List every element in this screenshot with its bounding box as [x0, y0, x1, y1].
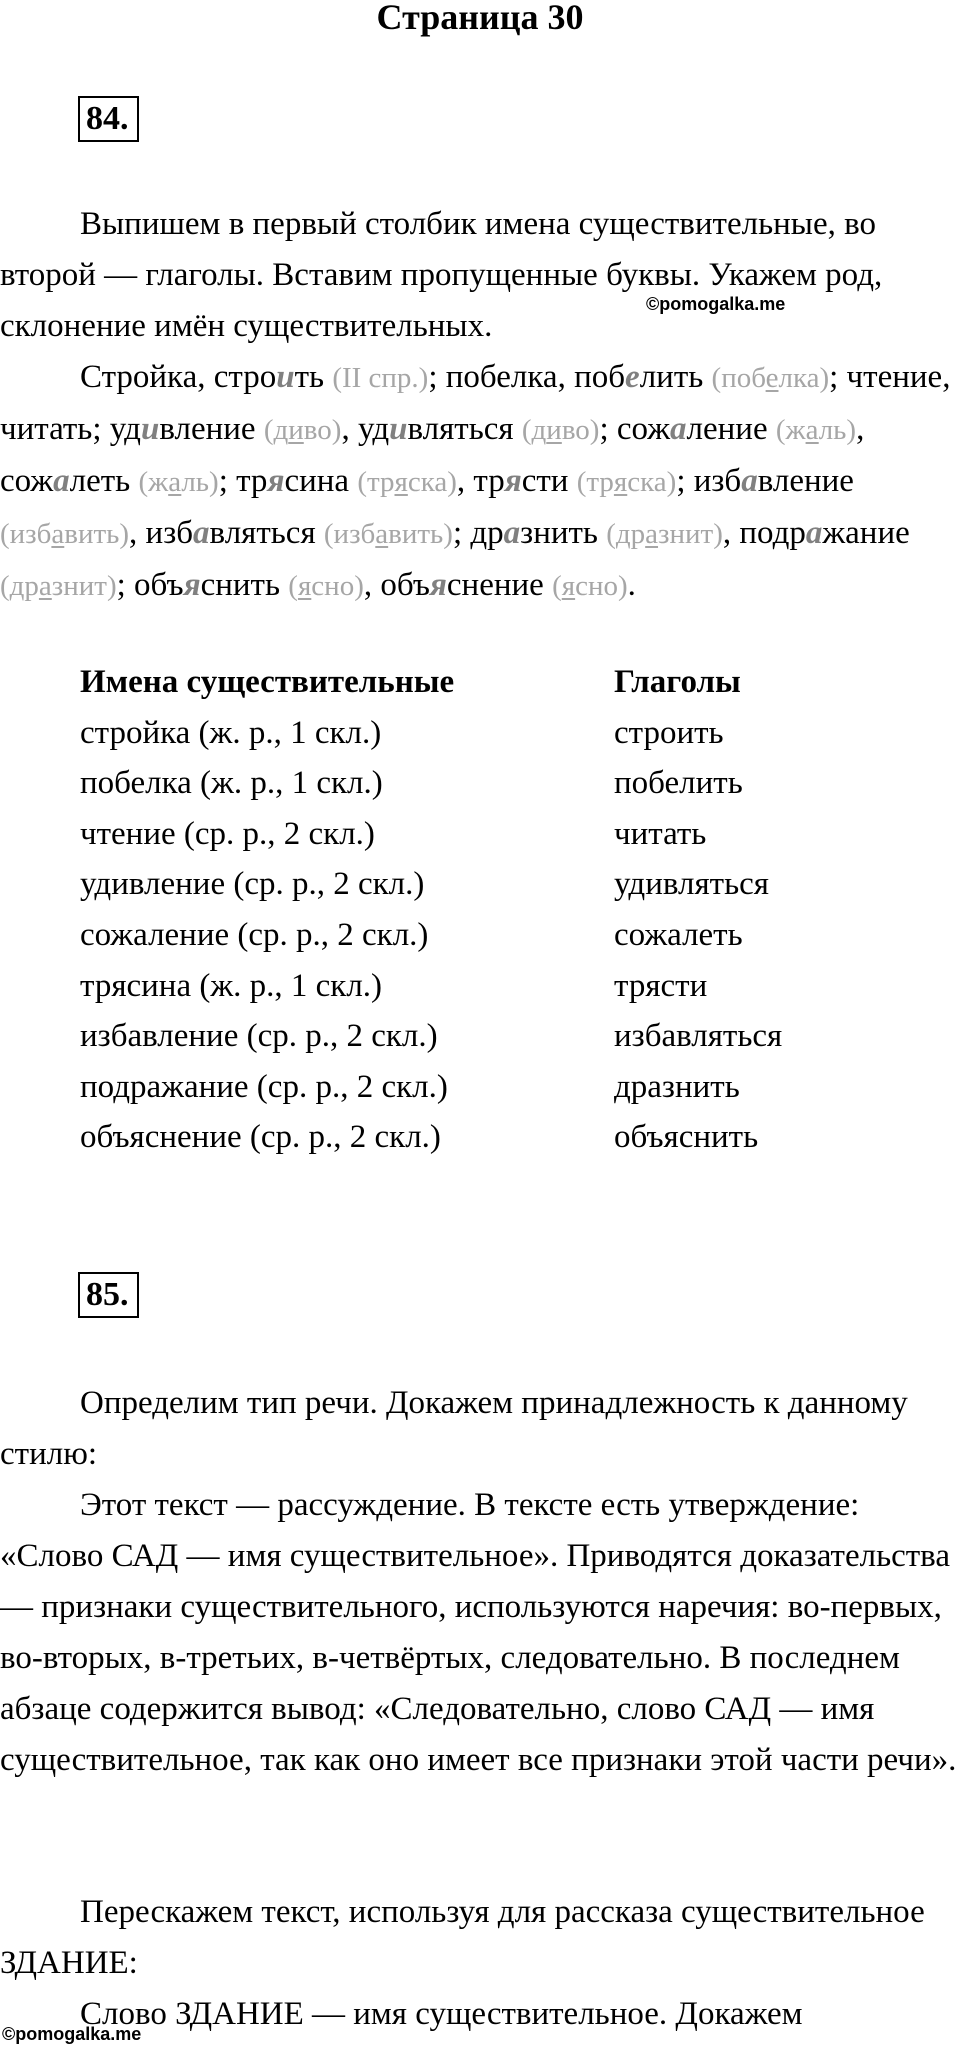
inserted-letter: а — [741, 463, 758, 499]
inserted-letter: и — [389, 411, 408, 447]
hint-word: (жаль) — [775, 414, 857, 446]
noun-cell: избавление (ср. р., 2 скл.) — [80, 1018, 438, 1055]
hint-word: (диво) — [521, 414, 600, 446]
verb-cell: дразнить — [614, 1068, 740, 1105]
text-segment: , сожалеть — [0, 411, 865, 499]
text-segment: . — [627, 567, 636, 603]
hint-word: (дразнит) — [606, 518, 723, 550]
words-table — [80, 657, 880, 1163]
watermark-top: ©pomogalka.me — [646, 294, 786, 314]
hint-letter: я — [297, 570, 312, 602]
hint-word: (дразнит) — [0, 570, 117, 602]
inserted-letter: е — [625, 359, 640, 395]
watermark-bottom: ©pomogalka.me — [2, 2024, 142, 2044]
task-number-label: 85 — [86, 1276, 120, 1313]
table-row — [80, 1112, 880, 1163]
inserted-letter: а — [805, 515, 823, 551]
verb-cell: сожалеть — [614, 916, 743, 953]
hint-word: (диво) — [263, 414, 342, 446]
inserted-letter: а — [53, 463, 70, 499]
text-segment: , объяснение — [363, 567, 553, 603]
hint-word: (побелка) — [711, 362, 830, 394]
verb-cell: избавляться — [614, 1018, 783, 1055]
noun-cell: побелка (ж. р., 1 скл.) — [80, 765, 383, 802]
table-row — [80, 758, 880, 809]
task84-intro: Выпишем в первый столбик имена существительные, во второй — глаголы. Вставим пропущенные буквы. Укажем род, склонение имён существительных. — [0, 206, 883, 344]
text-segment: ; трясина — [218, 463, 358, 499]
noun-cell: сожаление (ср. р., 2 скл.) — [80, 916, 429, 953]
hint-word: (избавить) — [323, 518, 453, 550]
inserted-letter: и — [140, 411, 160, 447]
hint-letter: а — [51, 518, 65, 550]
table-row — [80, 910, 880, 961]
table-row — [80, 708, 880, 759]
table-row — [80, 961, 880, 1012]
verb-cell: побелить — [614, 765, 743, 802]
verb-cell: объяснить — [614, 1119, 759, 1156]
text-segment: , удивляться — [341, 411, 522, 447]
table-row — [80, 809, 880, 860]
header-verbs: Глаголы — [614, 664, 741, 700]
text-segment: Стройка, строить — [80, 359, 333, 395]
noun-cell: стройка (ж. р., 1 скл.) — [80, 714, 382, 751]
hint-letter: я — [561, 570, 576, 602]
noun-cell: удивление (ср. р., 2 скл.) — [80, 866, 425, 903]
hint-letter: а — [38, 570, 52, 602]
verb-cell: строить — [614, 714, 724, 751]
hint-letter: я — [394, 466, 408, 498]
table-row — [80, 1011, 880, 1062]
task85-p1: Определим тип речи. Докажем принадлежность к данному стилю: — [0, 1385, 908, 1472]
hint-word: (ясно) — [288, 570, 364, 602]
text-segment: ; побелка, побелить — [428, 359, 712, 395]
inserted-letter: я — [183, 567, 201, 603]
verb-cell: удивляться — [614, 866, 769, 903]
hint-letter: а — [645, 518, 659, 550]
inserted-letter: я — [429, 567, 447, 603]
inserted-letter: и — [276, 359, 295, 395]
task-number-84: 84. — [78, 96, 139, 142]
hint-letter: а — [375, 518, 389, 550]
hint-word: (II спр.) — [332, 362, 429, 394]
hint-word: (тряска) — [576, 466, 677, 498]
inserted-letter: я — [504, 463, 522, 499]
text-segment: ; избавление — [676, 463, 854, 499]
hint-word: (жаль) — [138, 466, 219, 498]
inserted-letter: я — [267, 463, 285, 499]
noun-cell: трясина (ж. р., 1 скл.) — [80, 967, 383, 1004]
text-segment: , избавляться — [129, 515, 324, 551]
hint-word: (ясно) — [552, 570, 628, 602]
inserted-letter: а — [503, 515, 521, 551]
inserted-letter: а — [670, 411, 687, 447]
hint-word: (избавить) — [0, 518, 130, 550]
hint-letter: е — [765, 362, 779, 394]
hint-word: (тряска) — [357, 466, 457, 498]
text-segment: ; чтение, читать; удивление — [0, 359, 951, 447]
hint-letter: и — [546, 414, 562, 446]
hint-letter: а — [805, 414, 819, 446]
hint-letter: и — [288, 414, 304, 446]
task84-words-paragraph — [0, 352, 958, 612]
task-number-label: 84 — [86, 100, 120, 137]
text-segment: , трясти — [456, 463, 577, 499]
header-nouns: Имена существительные — [80, 664, 455, 700]
task-number-85: 85. — [78, 1272, 139, 1318]
verb-cell: трясти — [614, 967, 708, 1004]
hint-letter: а — [168, 466, 182, 498]
task85-p4: Слово ЗДАНИЕ — имя существительное. Докажем — [80, 1996, 803, 2032]
task85-p3: Перескажем текст, используя для рассказа существительное ЗДАНИЕ: — [0, 1894, 925, 1981]
table-row — [80, 859, 880, 910]
table-header-row — [80, 657, 880, 708]
text-segment: ; сожаление — [599, 411, 776, 447]
page-title: Страница 30 — [376, 0, 584, 37]
task85-p2: Этот текст — рассуждение. В тексте есть утверждение: «Слово САД — имя существительное». Приводятся доказательства — признаки существительного, используются наречия: во-первых, во-вторых, в-третьих, в-четвёртых, следовательно. В последнем абзаце содержится вывод: «Следовательно, слово САД — имя существительное, так как оно имеет все признаки этой части речи». — [0, 1487, 957, 1778]
noun-cell: чтение (ср. р., 2 скл.) — [80, 815, 375, 852]
table-row — [80, 1062, 880, 1113]
noun-cell: объяснение (ср. р., 2 скл.) — [80, 1119, 441, 1156]
text-segment: ; объяснить — [116, 567, 289, 603]
hint-letter: я — [613, 466, 628, 498]
text-segment: ; дразнить — [452, 515, 607, 551]
noun-cell: подражание (ср. р., 2 скл.) — [80, 1068, 448, 1105]
verb-cell: читать — [614, 815, 707, 852]
inserted-letter: а — [193, 515, 210, 551]
text-segment: , подражание — [722, 515, 910, 551]
